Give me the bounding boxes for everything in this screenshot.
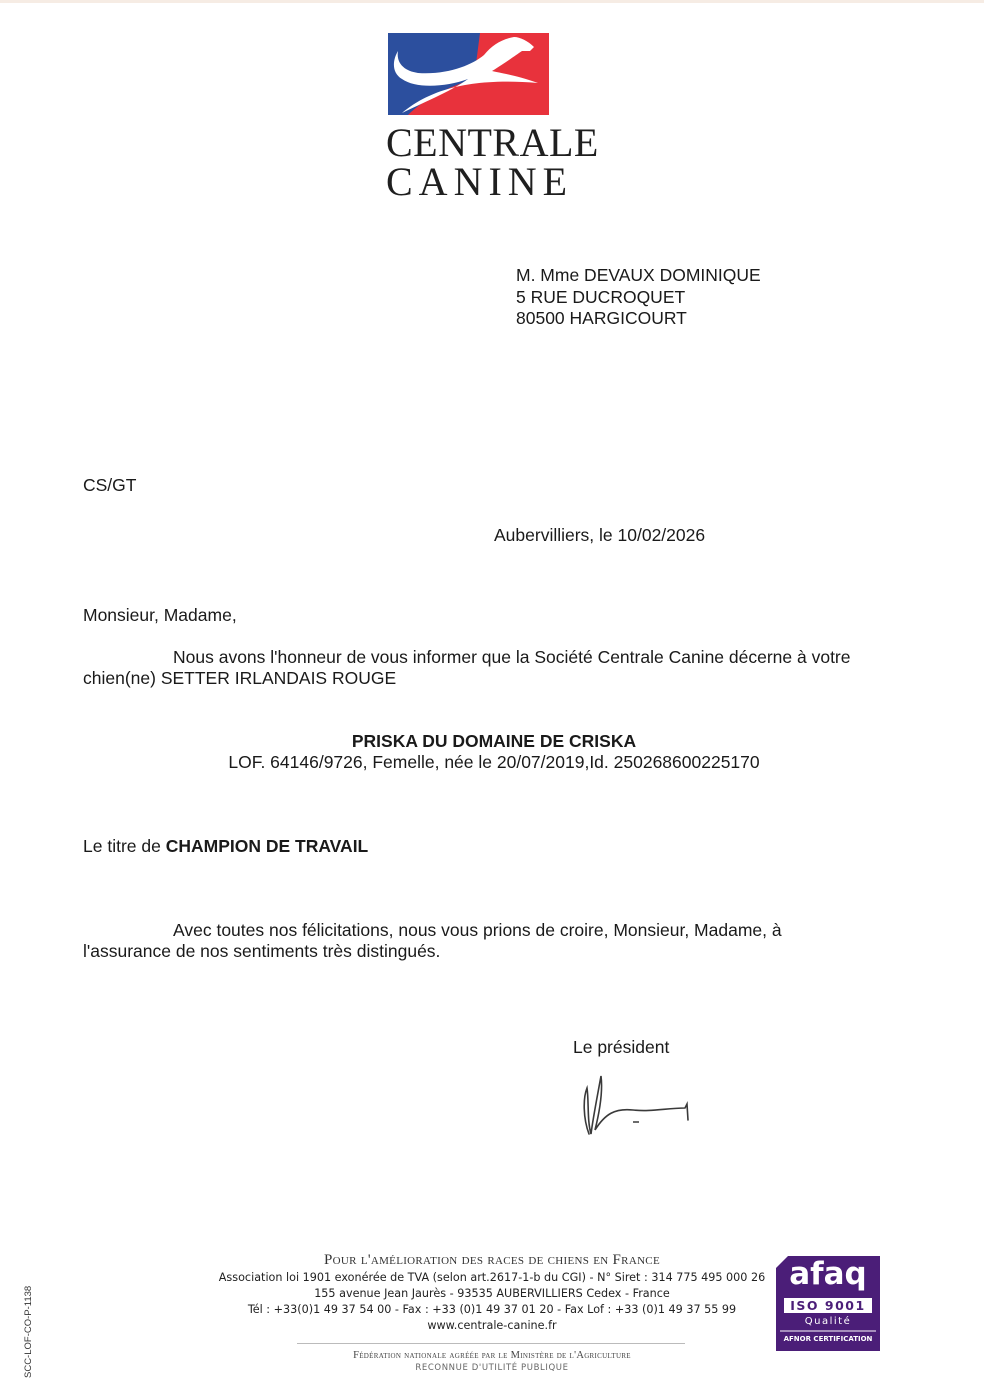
dog-details: LOF. 64146/9726, Femelle, née le 20/07/2019,Id. 250268600225170 (228, 752, 760, 772)
afaq-issuer: AFNOR CERTIFICATION (783, 1335, 873, 1343)
closing-line-2: l'assurance de nos sentiments très distingués. (83, 941, 441, 961)
recipient-name: M. Mme DEVAUX DOMINIQUE (516, 265, 761, 285)
place-date: Aubervilliers, le 10/02/2026 (494, 525, 706, 545)
afaq-standard: ISO 9001 (790, 1298, 866, 1313)
title-award-name: CHAMPION DE TRAVAIL (165, 836, 369, 856)
top-band (0, 0, 984, 3)
footer-federation: Fédération nationale agréée par le Ministère de l'Agriculture (353, 1350, 631, 1361)
footer-website-link[interactable]: www.centrale-canine.fr (427, 1319, 557, 1332)
recipient-city: 80500 HARGICOURT (516, 308, 687, 328)
document-code: SCC-LOF-CO-P-1138 (23, 1285, 34, 1378)
paragraph-1-line-2: chien(ne) SETTER IRLANDAIS ROUGE (83, 668, 397, 688)
recipient-street: 5 RUE DUCROQUET (516, 287, 686, 307)
title-award (83, 836, 368, 857)
handwritten-signature-icon (575, 1068, 700, 1143)
logo-text-centrale: CENTRALE (386, 120, 599, 165)
dog-name: PRISKA DU DOMAINE DE CRISKA (351, 731, 637, 751)
afaq-label: Qualité (804, 1316, 852, 1327)
afaq-certification-badge (776, 1256, 880, 1351)
signature-role: Le président (573, 1037, 670, 1057)
paragraph-1-line-1: Nous avons l'honneur de vous informer que la Société Centrale Canine décerne à votre (173, 647, 851, 667)
footer-line-1: Association loi 1901 exonérée de TVA (selon art.2617-1-b du CGI) - N° Siret : 314 775 495 000 26 (218, 1271, 766, 1284)
leaping-dog-flag-icon (388, 33, 549, 115)
title-award-prefix: Le titre de (83, 836, 166, 856)
salutation: Monsieur, Madame, (83, 605, 237, 625)
logo-line-2 (386, 158, 573, 205)
footer-public-utility: RECONNUE D'UTILITÉ PUBLIQUE (415, 1363, 569, 1373)
reference-code: CS/GT (83, 475, 137, 495)
footer-divider (297, 1343, 685, 1344)
footer-motto: Pour l'amélioration des races de chiens en France (324, 1252, 660, 1268)
afaq-brand: afaq (789, 1256, 867, 1292)
closing-line-1: Avec toutes nos félicitations, nous vous prions de croire, Monsieur, Madame, à (173, 920, 782, 940)
footer-line-2: 155 avenue Jean Jaurès - 93535 AUBERVILLIERS Cedex - France (314, 1287, 670, 1300)
centrale-canine-logo (386, 33, 599, 204)
logo-text-canine: CANINE (386, 159, 574, 204)
footer-line-3: Tél : +33(0)1 49 37 54 00 - Fax : +33 (0)1 49 37 01 20 - Fax Lof : +33 (0)1 49 37 55 99 (247, 1303, 737, 1316)
